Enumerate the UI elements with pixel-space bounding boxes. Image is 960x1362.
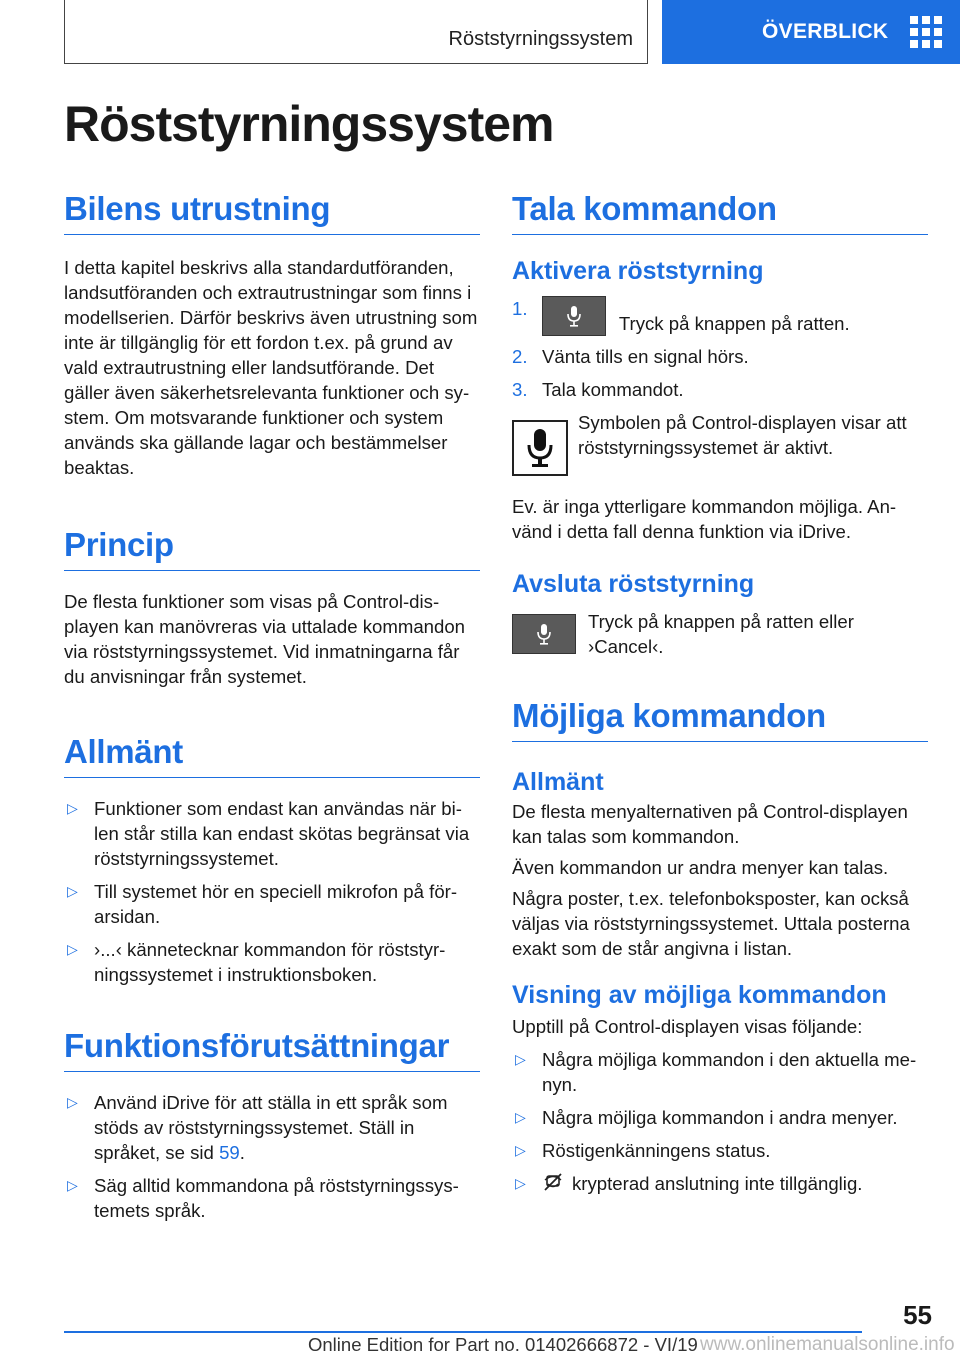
symbol-description: Symbolen på Control-displayen visar att röststyrningssystemet är aktivt. (578, 412, 907, 458)
list-item: ▷ krypterad anslutning inte tillgänglig. (512, 1171, 928, 1198)
heading-end-voice: Avsluta röststyrning (512, 570, 755, 598)
principle-text: De flesta funktioner som visas på Control-displayen kan manövreras via uttalade kommandon via röststyrningssystemet. Vid inmatningarna får du anvisningar från systemet. (64, 591, 466, 687)
list-item: ▷ Säg alltid kommandona på röststyrningssystemets språk. (67, 1175, 459, 1221)
step-number: 3. (512, 379, 528, 400)
heading-speak-commands: Tala kommandon (512, 190, 928, 235)
heading-activate: Aktivera röststyrning (512, 257, 764, 285)
list-item: ▷ ›...‹ kännetecknar kommandon för röststyrningssystemet i instruktionsboken. (67, 939, 446, 985)
heading-equipment: Bilens utrustning (64, 190, 480, 235)
steering-wheel-voice-button-icon (512, 614, 576, 654)
page-title: Röststyrningssystem (64, 96, 554, 152)
heading-general: Allmänt (64, 733, 480, 778)
header-section-title: Röststyrningssystem (64, 0, 648, 64)
triangle-bullet-icon: ▷ (515, 1142, 526, 1158)
triangle-bullet-icon: ▷ (67, 1094, 78, 1110)
heading-display-commands: Visning av möjliga kommandon (512, 981, 887, 1009)
no-encrypted-connection-icon (542, 1172, 564, 1198)
list-item: ▷ Funktioner som endast kan användas när bilen står stilla kan endast skötas begränsat via röststyrningssystemet. (67, 798, 470, 869)
end-voice-text: Tryck på knappen på ratten eller ›Cancel‹. (588, 611, 854, 657)
watermark: www.onlinemanualsonline.info (700, 1334, 955, 1355)
step-1: 1. Tryck på knappen på ratten. (512, 298, 850, 334)
step-2: 2. Vänta tills en signal hörs. (512, 346, 749, 367)
step-number: 2. (512, 346, 528, 367)
general-list (64, 796, 480, 987)
heading-principle: Princip (64, 526, 480, 571)
steering-wheel-voice-button-icon (542, 296, 606, 336)
heading-requirements: Funktionsförutsättningar (64, 1027, 480, 1072)
left-column (64, 190, 480, 1223)
triangle-bullet-icon: ▷ (67, 941, 78, 957)
triangle-bullet-icon: ▷ (515, 1109, 526, 1125)
footer-edition: Online Edition for Part no. 01402666872 - VI/19 (308, 1334, 698, 1355)
triangle-bullet-icon: ▷ (67, 800, 78, 816)
triangle-bullet-icon: ▷ (515, 1175, 526, 1191)
possible-general-p2: Även kommandon ur andra menyer kan talas. (512, 857, 889, 878)
page-number: 55 (903, 1300, 932, 1330)
footer-divider (64, 1331, 862, 1333)
overview-button[interactable] (662, 0, 960, 64)
equipment-text: I detta kapitel beskrivs alla standardutföranden, landsutföranden och extrautrustningar som finns i modellserien. Därför beskrivs även utrustning som inte är tillgänglig för ett fordon t.ex. på grund av vald extrautrustning eller landsutförande. Det gäller även säkerhetsrelevanta funktioner och system. Om motsvarande funktioner och system används ska gällande lagar och bestämmelser beaktas. (64, 257, 478, 478)
grid-menu-icon (910, 16, 942, 48)
list-item: ▷ Några möjliga kommandon i den aktuella menyn. (515, 1049, 917, 1095)
heading-possible-commands: Möjliga kommandon (512, 697, 928, 742)
possible-general-p3: Några poster, t.ex. telefonboksposter, kan också väljas via röststyrningssystemet. Uttala posterna exakt som de står angivna i listan. (512, 888, 910, 959)
triangle-bullet-icon: ▷ (67, 1177, 78, 1193)
display-list (512, 1047, 928, 1198)
voice-active-symbol-row (512, 410, 928, 476)
list-item: ▷ Till systemet hör en speciell mikrofon på förarsidan. (67, 881, 458, 927)
list-item: ▷ Några möjliga kommandon i andra menyer. (515, 1107, 898, 1128)
display-intro: Upptill på Control-displayen visas följande: (512, 1016, 863, 1037)
requirements-list (64, 1090, 480, 1223)
triangle-bullet-icon: ▷ (515, 1051, 526, 1067)
activate-note: Ev. är inga ytterligare kommandon möjliga. Använd i detta fall denna funktion via iDrive. (512, 496, 897, 542)
end-voice-row (512, 609, 928, 659)
page-link[interactable]: 59 (219, 1142, 240, 1163)
step-3: 3. Tala kommandot. (512, 379, 684, 400)
right-column (512, 190, 928, 1198)
list-item: ▷ Använd iDrive för att ställa in ett språk som stöds av röststyrningssystemet. Ställ in språket, se sid 59. (67, 1092, 448, 1163)
list-item: ▷ Röstigenkänningens status. (515, 1140, 771, 1161)
heading-possible-general: Allmänt (512, 768, 604, 796)
overview-label: ÖVERBLICK (762, 20, 889, 43)
triangle-bullet-icon: ▷ (67, 883, 78, 899)
step-number: 1. (512, 298, 528, 319)
microphone-active-icon (512, 420, 568, 476)
possible-general-p1: De flesta menyalternativen på Control-displayen kan talas som kommandon. (512, 801, 908, 847)
